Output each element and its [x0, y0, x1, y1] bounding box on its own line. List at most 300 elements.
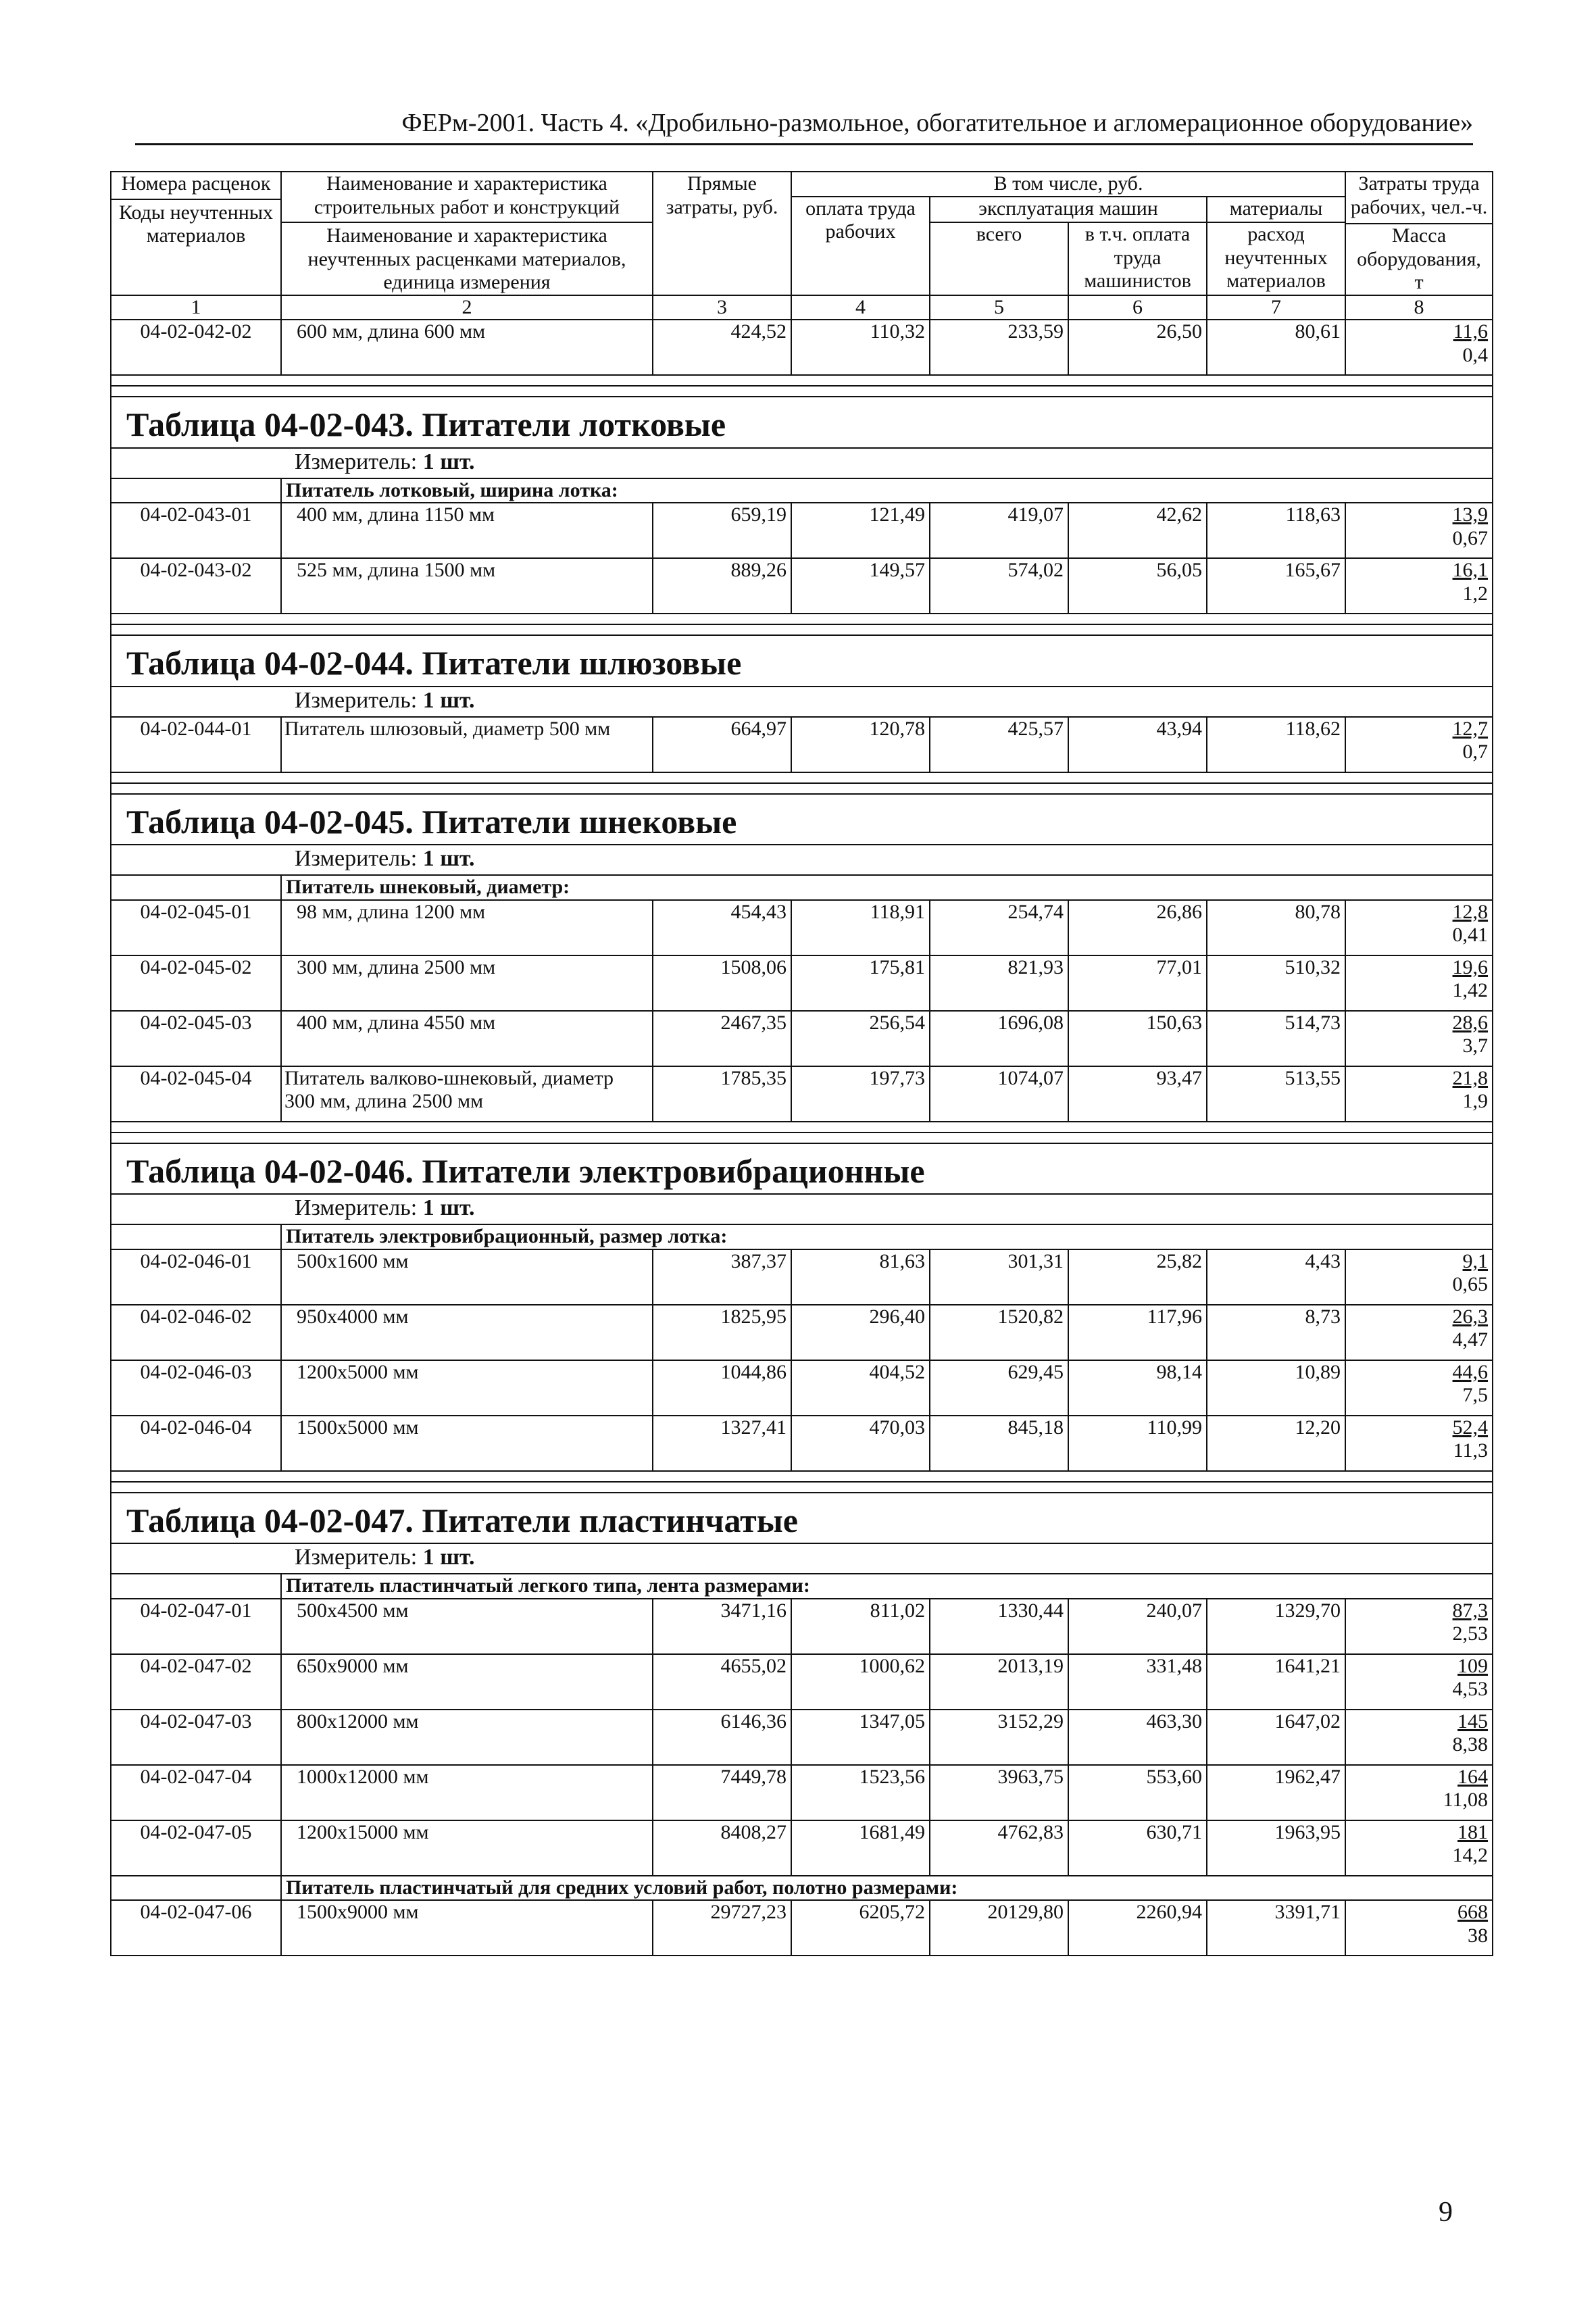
- spacer-cell: [111, 386, 1493, 397]
- rate-name: 500x4500 мм: [281, 1599, 653, 1654]
- direct-cost: 664,97: [653, 717, 791, 772]
- materials-cost: 1963,95: [1207, 1820, 1345, 1876]
- col-header-labor: Затраты труда рабочих, чел.-ч.: [1345, 172, 1493, 224]
- drivers-wages: 463,30: [1068, 1710, 1207, 1765]
- spacer-row: [111, 1132, 1493, 1143]
- table-row: [111, 1710, 1493, 1765]
- col-header-materials: материалы: [1207, 197, 1345, 223]
- table-row: [111, 1011, 1493, 1066]
- drivers-wages: 630,71: [1068, 1820, 1207, 1876]
- drivers-wages: 26,86: [1068, 900, 1207, 955]
- materials-cost: 8,73: [1207, 1305, 1345, 1360]
- unit-row: [111, 448, 1493, 478]
- col-header-rate-no: Номера расценок: [121, 172, 271, 195]
- unit-cell: [111, 1543, 1493, 1574]
- machines-cost: 233,59: [930, 320, 1068, 375]
- materials-cost: 3391,71: [1207, 1900, 1345, 1956]
- materials-cost: 165,67: [1207, 558, 1345, 614]
- rate-code: 04-02-046-02: [111, 1305, 281, 1360]
- machines-cost: 3152,29: [930, 1710, 1068, 1765]
- labor-value: 13,9: [1452, 503, 1489, 526]
- labor-value: 181: [1457, 1820, 1489, 1843]
- spacer-cell: [111, 614, 1493, 624]
- table-row: [111, 320, 1493, 375]
- mass-value: 0,7: [1462, 741, 1489, 764]
- wages-cost: 6205,72: [791, 1900, 930, 1956]
- direct-cost: 6146,36: [653, 1710, 791, 1765]
- unit-text: [116, 687, 1488, 716]
- wages-cost: 256,54: [791, 1011, 930, 1066]
- labor-value: 21,8: [1452, 1066, 1489, 1089]
- mass-value: 4,53: [1452, 1678, 1489, 1701]
- rate-code: 04-02-043-02: [111, 558, 281, 614]
- table-row: [111, 1360, 1493, 1416]
- rate-code: 04-02-046-04: [111, 1416, 281, 1471]
- col-header-codes: [111, 172, 281, 295]
- labor-mass-cell: [1345, 1765, 1493, 1820]
- machines-cost: 1330,44: [930, 1599, 1068, 1654]
- table-title-cell: [111, 397, 1493, 448]
- group-label: Питатель электровибрационный, размер лотка:: [281, 1224, 1493, 1249]
- labor-mass-cell: [1345, 1011, 1493, 1066]
- table-row: [111, 503, 1493, 558]
- group-row: [111, 478, 1493, 503]
- materials-cost: 1641,21: [1207, 1654, 1345, 1710]
- col-header-mat-use: расход неучтенных материалов: [1207, 222, 1345, 295]
- table-row: [111, 558, 1493, 614]
- table-title: Таблица 04-02-044. Питатели шлюзовые: [126, 644, 742, 682]
- mass-value: 0,67: [1452, 526, 1489, 549]
- machines-cost: 574,02: [930, 558, 1068, 614]
- direct-cost: 2467,35: [653, 1011, 791, 1066]
- table-title-row: [111, 1143, 1493, 1195]
- machines-cost: 1074,07: [930, 1066, 1068, 1122]
- unit-label: Измеритель:: [295, 1545, 418, 1570]
- column-number: 4: [791, 295, 930, 320]
- table-row: [111, 1599, 1493, 1654]
- rate-name: 800x12000 мм: [281, 1710, 653, 1765]
- rate-name: 1200x5000 мм: [281, 1360, 653, 1416]
- spacer-row: [111, 614, 1493, 624]
- drivers-wages: 331,48: [1068, 1654, 1207, 1710]
- unit-text: [116, 845, 1488, 874]
- labor-value: 145: [1457, 1710, 1489, 1733]
- machines-cost: 254,74: [930, 900, 1068, 955]
- wages-cost: 197,73: [791, 1066, 930, 1122]
- labor-mass-cell: [1345, 955, 1493, 1011]
- group-label: Питатель лотковый, ширина лотка:: [281, 478, 1493, 503]
- spacer-row: [111, 1122, 1493, 1132]
- group-empty-cell: [111, 1224, 281, 1249]
- column-number: 3: [653, 295, 791, 320]
- group-row: [111, 1224, 1493, 1249]
- direct-cost: 7449,78: [653, 1765, 791, 1820]
- labor-value: 12,7: [1452, 717, 1489, 740]
- mass-value: 0,41: [1452, 924, 1489, 947]
- group-empty-cell: [111, 875, 281, 900]
- wages-cost: 175,81: [791, 955, 930, 1011]
- rate-name: Питатель шлюзовый, диаметр 500 мм: [281, 717, 653, 772]
- mass-value: 8,38: [1452, 1733, 1489, 1756]
- mass-value: 14,2: [1452, 1844, 1489, 1867]
- rate-name: 950x4000 мм: [281, 1305, 653, 1360]
- machines-cost: 629,45: [930, 1360, 1068, 1416]
- wages-cost: 121,49: [791, 503, 930, 558]
- drivers-wages: 25,82: [1068, 1249, 1207, 1305]
- spacer-row: [111, 783, 1493, 794]
- drivers-wages: 553,60: [1068, 1765, 1207, 1820]
- rate-code: 04-02-047-04: [111, 1765, 281, 1820]
- unit-row: [111, 1543, 1493, 1574]
- labor-value: 44,6: [1452, 1360, 1489, 1383]
- spacer-cell: [111, 1471, 1493, 1482]
- spacer-row: [111, 772, 1493, 783]
- rate-name: 1500x5000 мм: [281, 1416, 653, 1471]
- spacer-cell: [111, 1482, 1493, 1493]
- mass-value: 1,42: [1452, 979, 1489, 1002]
- labor-mass-cell: [1345, 558, 1493, 614]
- labor-mass-cell: [1345, 1654, 1493, 1710]
- col-header-incl: В том числе, руб.: [791, 172, 1345, 197]
- rate-code: 04-02-047-02: [111, 1654, 281, 1710]
- column-number: 6: [1068, 295, 1207, 320]
- machines-cost: 1696,08: [930, 1011, 1068, 1066]
- materials-cost: 80,78: [1207, 900, 1345, 955]
- page-number: 9: [1439, 2197, 1453, 2228]
- table-title: Таблица 04-02-047. Питатели пластинчатые: [126, 1501, 798, 1539]
- machines-cost: 821,93: [930, 955, 1068, 1011]
- column-number: 5: [930, 295, 1068, 320]
- rate-code: 04-02-044-01: [111, 717, 281, 772]
- unit-text: [116, 449, 1488, 478]
- col-header-wages: оплата труда рабочих: [791, 197, 930, 295]
- unit-value: 1 шт.: [422, 687, 475, 713]
- table-row: [111, 1249, 1493, 1305]
- table-title-cell: [111, 1493, 1493, 1544]
- direct-cost: 387,37: [653, 1249, 791, 1305]
- labor-value: 109: [1457, 1654, 1489, 1677]
- rate-name: 400 мм, длина 4550 мм: [281, 1011, 653, 1066]
- labor-value: 11,6: [1453, 320, 1489, 343]
- materials-cost: 12,20: [1207, 1416, 1345, 1471]
- unit-value: 1 шт.: [422, 1195, 475, 1221]
- materials-cost: 1329,70: [1207, 1599, 1345, 1654]
- labor-value: 164: [1457, 1765, 1489, 1788]
- direct-cost: 1044,86: [653, 1360, 791, 1416]
- rate-code: 04-02-047-03: [111, 1710, 281, 1765]
- rate-code: 04-02-042-02: [111, 320, 281, 375]
- unit-row: [111, 1194, 1493, 1224]
- unit-value: 1 шт.: [422, 1545, 475, 1570]
- table-title: Таблица 04-02-043. Питатели лотковые: [126, 405, 726, 443]
- mass-value: 11,08: [1443, 1789, 1489, 1812]
- wages-cost: 1523,56: [791, 1765, 930, 1820]
- labor-value: 16,1: [1452, 559, 1489, 582]
- wages-cost: 1347,05: [791, 1710, 930, 1765]
- machines-cost: 20129,80: [930, 1900, 1068, 1956]
- direct-cost: 1785,35: [653, 1066, 791, 1122]
- materials-cost: 118,62: [1207, 717, 1345, 772]
- table-title-row: [111, 397, 1493, 448]
- unit-label: Измеритель:: [295, 687, 418, 713]
- labor-value: 28,6: [1452, 1011, 1489, 1034]
- rate-name: 300 мм, длина 2500 мм: [281, 955, 653, 1011]
- unit-cell: [111, 845, 1493, 875]
- table-row: [111, 900, 1493, 955]
- spacer-row: [111, 386, 1493, 397]
- spacer-row: [111, 1482, 1493, 1493]
- table-row: [111, 1820, 1493, 1876]
- unit-value: 1 шт.: [422, 846, 475, 872]
- mass-value: 11,3: [1453, 1439, 1489, 1462]
- rate-name: Питатель валково-шнековый, диаметр 300 мм, длина 2500 мм: [281, 1066, 653, 1122]
- column-number: 7: [1207, 295, 1345, 320]
- direct-cost: 3471,16: [653, 1599, 791, 1654]
- materials-cost: 1647,02: [1207, 1710, 1345, 1765]
- machines-cost: 3963,75: [930, 1765, 1068, 1820]
- labor-value: 26,3: [1452, 1305, 1489, 1328]
- column-number: 1: [111, 295, 281, 320]
- table-row: [111, 1900, 1493, 1956]
- materials-cost: 118,63: [1207, 503, 1345, 558]
- labor-value: 12,8: [1452, 900, 1489, 923]
- wages-cost: 470,03: [791, 1416, 930, 1471]
- wages-cost: 120,78: [791, 717, 930, 772]
- mass-value: 0,65: [1452, 1273, 1489, 1296]
- table-title: Таблица 04-02-045. Питатели шнековые: [126, 802, 737, 841]
- table-row: [111, 1305, 1493, 1360]
- unit-cell: [111, 687, 1493, 717]
- labor-mass-cell: [1345, 1066, 1493, 1122]
- wages-cost: 81,63: [791, 1249, 930, 1305]
- running-header: ФЕРм-2001. Часть 4. «Дробильно-размольное, обогатительное и агломерационное оборудование»: [135, 108, 1473, 145]
- direct-cost: 889,26: [653, 558, 791, 614]
- wages-cost: 118,91: [791, 900, 930, 955]
- table-title-cell: [111, 1143, 1493, 1195]
- direct-cost: 424,52: [653, 320, 791, 375]
- spacer-cell: [111, 783, 1493, 794]
- rate-code: 04-02-047-06: [111, 1900, 281, 1956]
- unit-label: Измеритель:: [295, 846, 418, 872]
- table-title-cell: [111, 635, 1493, 687]
- column-number: 8: [1345, 295, 1493, 320]
- spacer-cell: [111, 624, 1493, 635]
- drivers-wages: 56,05: [1068, 558, 1207, 614]
- wages-cost: 811,02: [791, 1599, 930, 1654]
- rate-name: 600 мм, длина 600 мм: [281, 320, 653, 375]
- mass-value: 3,7: [1462, 1035, 1489, 1057]
- direct-cost: 659,19: [653, 503, 791, 558]
- col-header-mat-codes: Коды неучтенных материалов: [119, 201, 273, 247]
- column-number-row: [111, 295, 1493, 320]
- direct-cost: 1825,95: [653, 1305, 791, 1360]
- labor-mass-cell: [1345, 1710, 1493, 1765]
- wages-cost: 1000,62: [791, 1654, 930, 1710]
- group-row: [111, 1574, 1493, 1599]
- col-header-direct: Прямые затраты, руб.: [653, 172, 791, 295]
- group-label: Питатель пластинчатый для средних условий работ, полотно размерами:: [281, 1876, 1493, 1901]
- col-header-work-name: Наименование и характеристика строительных работ и конструкций: [314, 172, 620, 218]
- rate-code: 04-02-045-01: [111, 900, 281, 955]
- spacer-row: [111, 375, 1493, 386]
- unit-cell: [111, 448, 1493, 478]
- rate-code: 04-02-045-03: [111, 1011, 281, 1066]
- materials-cost: 4,43: [1207, 1249, 1345, 1305]
- mass-value: 1,9: [1462, 1090, 1489, 1113]
- labor-mass-cell: [1345, 320, 1493, 375]
- materials-cost: 514,73: [1207, 1011, 1345, 1066]
- unit-text: [116, 1544, 1488, 1573]
- mass-value: 0,4: [1462, 343, 1489, 366]
- rate-name: 500x1600 мм: [281, 1249, 653, 1305]
- rate-name: 650x9000 мм: [281, 1654, 653, 1710]
- materials-cost: 513,55: [1207, 1066, 1345, 1122]
- unit-text: [116, 1195, 1488, 1224]
- col-header-incl-wages: в т.ч. оплата труда машинистов: [1068, 222, 1207, 295]
- group-label: Питатель шнековый, диаметр:: [281, 875, 1493, 900]
- table-row: [111, 955, 1493, 1011]
- wages-cost: 1681,49: [791, 1820, 930, 1876]
- materials-cost: 1962,47: [1207, 1765, 1345, 1820]
- col-header-mass: Масса оборудования, т: [1345, 224, 1493, 295]
- drivers-wages: 240,07: [1068, 1599, 1207, 1654]
- rates-table: [110, 171, 1493, 1956]
- spacer-row: [111, 1471, 1493, 1482]
- rate-name: 98 мм, длина 1200 мм: [281, 900, 653, 955]
- drivers-wages: 43,94: [1068, 717, 1207, 772]
- labor-value: 9,1: [1462, 1249, 1489, 1272]
- col-header-mat-name: Наименование и характеристика неучтенных расценками материалов, единица измерения: [307, 224, 626, 293]
- labor-mass-cell: [1345, 1305, 1493, 1360]
- table-title-row: [111, 635, 1493, 687]
- rate-code: 04-02-047-05: [111, 1820, 281, 1876]
- col-header-names: [281, 172, 653, 295]
- table-row: [111, 1765, 1493, 1820]
- machines-cost: 419,07: [930, 503, 1068, 558]
- table-title-cell: [111, 794, 1493, 845]
- group-empty-cell: [111, 478, 281, 503]
- rate-name: 1500x9000 мм: [281, 1900, 653, 1956]
- mass-value: 7,5: [1462, 1384, 1489, 1407]
- mass-value: 4,47: [1452, 1328, 1489, 1351]
- materials-cost: 80,61: [1207, 320, 1345, 375]
- drivers-wages: 117,96: [1068, 1305, 1207, 1360]
- rate-name: 1200x15000 мм: [281, 1820, 653, 1876]
- direct-cost: 454,43: [653, 900, 791, 955]
- drivers-wages: 42,62: [1068, 503, 1207, 558]
- direct-cost: 1327,41: [653, 1416, 791, 1471]
- wages-cost: 149,57: [791, 558, 930, 614]
- wages-cost: 404,52: [791, 1360, 930, 1416]
- table-row: [111, 717, 1493, 772]
- group-row: [111, 875, 1493, 900]
- machines-cost: 845,18: [930, 1416, 1068, 1471]
- wages-cost: 296,40: [791, 1305, 930, 1360]
- spacer-cell: [111, 1132, 1493, 1143]
- rate-code: 04-02-045-02: [111, 955, 281, 1011]
- group-empty-cell: [111, 1876, 281, 1901]
- labor-mass-cell: [1345, 1900, 1493, 1956]
- table-row: [111, 1654, 1493, 1710]
- mass-value: 1,2: [1462, 582, 1489, 605]
- machines-cost: 2013,19: [930, 1654, 1068, 1710]
- table-title-row: [111, 1493, 1493, 1544]
- labor-mass-cell: [1345, 1416, 1493, 1471]
- labor-mass-cell: [1345, 717, 1493, 772]
- labor-value: 52,4: [1452, 1416, 1489, 1439]
- labor-value: 87,3: [1452, 1599, 1489, 1622]
- drivers-wages: 77,01: [1068, 955, 1207, 1011]
- rate-code: 04-02-045-04: [111, 1066, 281, 1122]
- spacer-row: [111, 624, 1493, 635]
- rate-name: 525 мм, длина 1500 мм: [281, 558, 653, 614]
- rate-name: 400 мм, длина 1150 мм: [281, 503, 653, 558]
- labor-mass-cell: [1345, 1360, 1493, 1416]
- drivers-wages: 150,63: [1068, 1011, 1207, 1066]
- labor-mass-cell: [1345, 503, 1493, 558]
- drivers-wages: 93,47: [1068, 1066, 1207, 1122]
- mass-value: 38: [1468, 1924, 1489, 1947]
- labor-mass-cell: [1345, 900, 1493, 955]
- machines-cost: 1520,82: [930, 1305, 1068, 1360]
- direct-cost: 1508,06: [653, 955, 791, 1011]
- unit-label: Измеритель:: [295, 449, 418, 474]
- spacer-cell: [111, 375, 1493, 386]
- machines-cost: 425,57: [930, 717, 1068, 772]
- labor-mass-cell: [1345, 1249, 1493, 1305]
- materials-cost: 510,32: [1207, 955, 1345, 1011]
- drivers-wages: 98,14: [1068, 1360, 1207, 1416]
- rate-code: 04-02-043-01: [111, 503, 281, 558]
- spacer-cell: [111, 772, 1493, 783]
- table-row: [111, 1066, 1493, 1122]
- drivers-wages: 2260,94: [1068, 1900, 1207, 1956]
- table-title-row: [111, 794, 1493, 845]
- column-number: 2: [281, 295, 653, 320]
- rate-code: 04-02-047-01: [111, 1599, 281, 1654]
- rate-name: 1000x12000 мм: [281, 1765, 653, 1820]
- group-label: Питатель пластинчатый легкого типа, лента размерами:: [281, 1574, 1493, 1599]
- table-title: Таблица 04-02-046. Питатели электровибрационные: [126, 1151, 925, 1190]
- unit-cell: [111, 1194, 1493, 1224]
- direct-cost: 4655,02: [653, 1654, 791, 1710]
- wages-cost: 110,32: [791, 320, 930, 375]
- col-header-machines: эксплуатация машин: [930, 197, 1207, 223]
- labor-value: 19,6: [1452, 955, 1489, 978]
- group-empty-cell: [111, 1574, 281, 1599]
- unit-row: [111, 845, 1493, 875]
- unit-label: Измеритель:: [295, 1195, 418, 1221]
- labor-value: 668: [1457, 1901, 1489, 1924]
- direct-cost: 29727,23: [653, 1900, 791, 1956]
- spacer-cell: [111, 1122, 1493, 1132]
- labor-mass-cell: [1345, 1820, 1493, 1876]
- col-header-total: всего: [930, 222, 1068, 295]
- group-row: [111, 1876, 1493, 1901]
- mass-value: 2,53: [1452, 1622, 1489, 1645]
- drivers-wages: 110,99: [1068, 1416, 1207, 1471]
- machines-cost: 4762,83: [930, 1820, 1068, 1876]
- rate-code: 04-02-046-03: [111, 1360, 281, 1416]
- direct-cost: 8408,27: [653, 1820, 791, 1876]
- drivers-wages: 26,50: [1068, 320, 1207, 375]
- unit-value: 1 шт.: [422, 449, 475, 474]
- unit-row: [111, 687, 1493, 717]
- table-row: [111, 1416, 1493, 1471]
- labor-mass-cell: [1345, 1599, 1493, 1654]
- rate-code: 04-02-046-01: [111, 1249, 281, 1305]
- materials-cost: 10,89: [1207, 1360, 1345, 1416]
